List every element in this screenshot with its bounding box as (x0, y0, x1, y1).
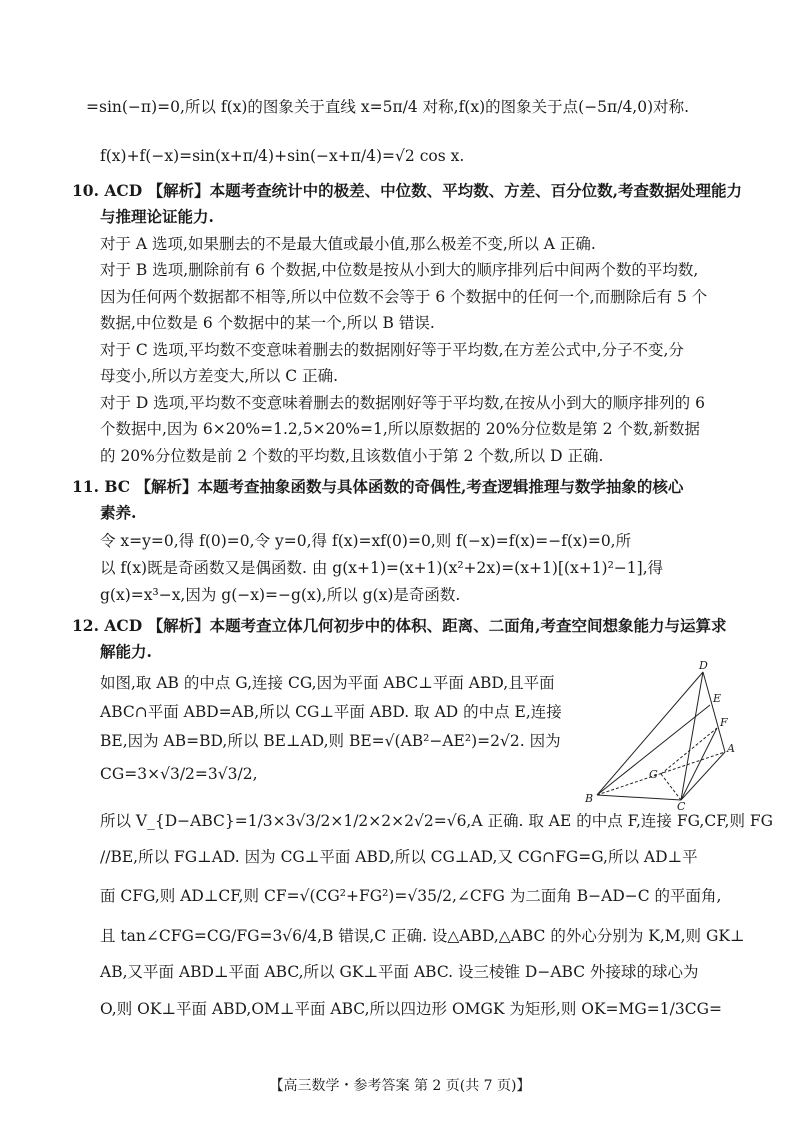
question-11-heading-cont: 素养. (100, 503, 137, 522)
text-line: //BE,所以 FG⊥AD. 因为 CG⊥平面 ABD,所以 CG⊥AD,又 CG∩FG=G,所以 AD⊥平 (100, 848, 698, 866)
label-b: B (585, 792, 594, 805)
edge-da (703, 672, 725, 752)
label-e: E (713, 692, 722, 705)
text-line: 且 tan∠CFG=CG/FG=3√6/4,B 错误,C 正确. 设△ABD,△ABC 的外心分别为 K,M,则 GK⊥ (100, 927, 745, 945)
question-12-heading-cont: 解能力. (100, 642, 152, 661)
text-line: 对于 C 选项,平均数不变意味着删去的数据刚好等于平均数,在方差公式中,分子不变,分 (100, 341, 684, 359)
tetrahedron-figure (585, 660, 735, 810)
text-line: 对于 D 选项,平均数不变意味着删去的数据刚好等于平均数,在按从小到大的顺序排列的 6 (100, 394, 705, 412)
text-line: 令 x=y=0,得 f(0)=0,令 y=0,得 f(x)=xf(0)=0,则 f(−x)=f(x)=−f(x)=0,所 (100, 532, 632, 550)
edge-gf (661, 728, 717, 774)
text-line: BE,因为 AB=BD,所以 BE⊥AD,则 BE=√(AB²−AE²)=2√2. 因为 (100, 732, 561, 750)
text-line: 所以 V_{D−ABC}=1/3×3√3/2×1/2×2×2√2=√6,A 正确. 取 AE 的中点 F,连接 FG,CF,则 FG (100, 812, 774, 830)
text-line: 对于 B 选项,删除前有 6 个数据,中位数是按从小到大的顺序排列后中间两个数的平均数, (100, 261, 699, 279)
question-10-heading-cont: 与推理论证能力. (100, 207, 214, 226)
text-line: O,则 OK⊥平面 ABD,OM⊥平面 ABC,所以四边形 OMGK 为矩形,则 OK=MG=1/3CG= (100, 1000, 722, 1018)
text-line: 的 20%分位数是前 2 个数的平均数,且该数值小于第 2 个数,所以 D 正确. (100, 447, 604, 465)
question-11-heading: 11. BC 【解析】本题考查抽象函数与具体函数的奇偶性,考查逻辑推理与数学抽象的核心 (72, 477, 684, 496)
text-line: f(x)+f(−x)=sin(x+π/4)+sin(−x+π/4)=√2 cos x. (100, 147, 465, 165)
text-line: 个数据中,因为 6×20%=1.2,5×20%=1,所以原数据的 20%分位数是第 2 个数,新数据 (100, 420, 700, 438)
edge-be (597, 705, 710, 795)
label-a: A (727, 742, 735, 755)
edge-bc (597, 795, 681, 800)
text-line: 以 f(x)既是奇函数又是偶函数. 由 g(x+1)=(x+1)(x²+2x)=(x+1)[(x+1)²−1],得 (100, 559, 664, 577)
question-10-heading: 10. ACD 【解析】本题考查统计中的极差、中位数、平均数、方差、百分位数,考查数据处理能力 (72, 181, 742, 200)
label-d: D (699, 660, 708, 672)
edge-gc (661, 774, 681, 800)
page-footer: 【高三数学・参考答案 第 2 页(共 7 页)】 (269, 1078, 531, 1094)
text-line: CG=3×√3/2=3√3/2, (100, 765, 258, 783)
text-line: 对于 A 选项,如果删去的不是最大值或最小值,那么极差不变,所以 A 正确. (100, 235, 596, 253)
text-line: g(x)=x³−x,因为 g(−x)=−g(x),所以 g(x)是奇函数. (100, 586, 461, 604)
edge-cf (681, 728, 717, 800)
text-line: AB,又平面 ABD⊥平面 ABC,所以 GK⊥平面 ABC. 设三棱锥 D−ABC 外接球的球心为 (100, 963, 699, 981)
label-g: G (649, 768, 658, 781)
question-12-heading: 12. ACD 【解析】本题考查立体几何初步中的体积、距离、二面角,考查空间想象能力与运算求 (72, 616, 727, 635)
text-line: 因为任何两个数据都不相等,所以中位数不会等于 6 个数据中的任何一个,而删除后有 5 个 (100, 288, 708, 306)
text-line: =sin(−π)=0,所以 f(x)的图象关于直线 x=5π/4 对称,f(x)的图象关于点(−5π/4,0)对称. (86, 98, 690, 116)
text-line: 母变小,所以方差变大,所以 C 正确. (100, 367, 338, 385)
text-line: 面 CFG,则 AD⊥CF,则 CF=√(CG²+FG²)=√35/2,∠CFG 为二面角 B−AD−C 的平面角, (100, 887, 722, 905)
text-line: 如图,取 AB 的中点 G,连接 CG,因为平面 ABC⊥平面 ABD,且平面 (100, 674, 555, 692)
text-line: 数据,中位数是 6 个数据中的某一个,所以 B 错误. (100, 314, 435, 332)
text-line: ABC∩平面 ABD=AB,所以 CG⊥平面 ABD. 取 AD 的中点 E,连接 (100, 703, 562, 721)
label-c: C (677, 800, 686, 810)
edge-dc (681, 672, 703, 800)
label-f: F (720, 716, 728, 729)
